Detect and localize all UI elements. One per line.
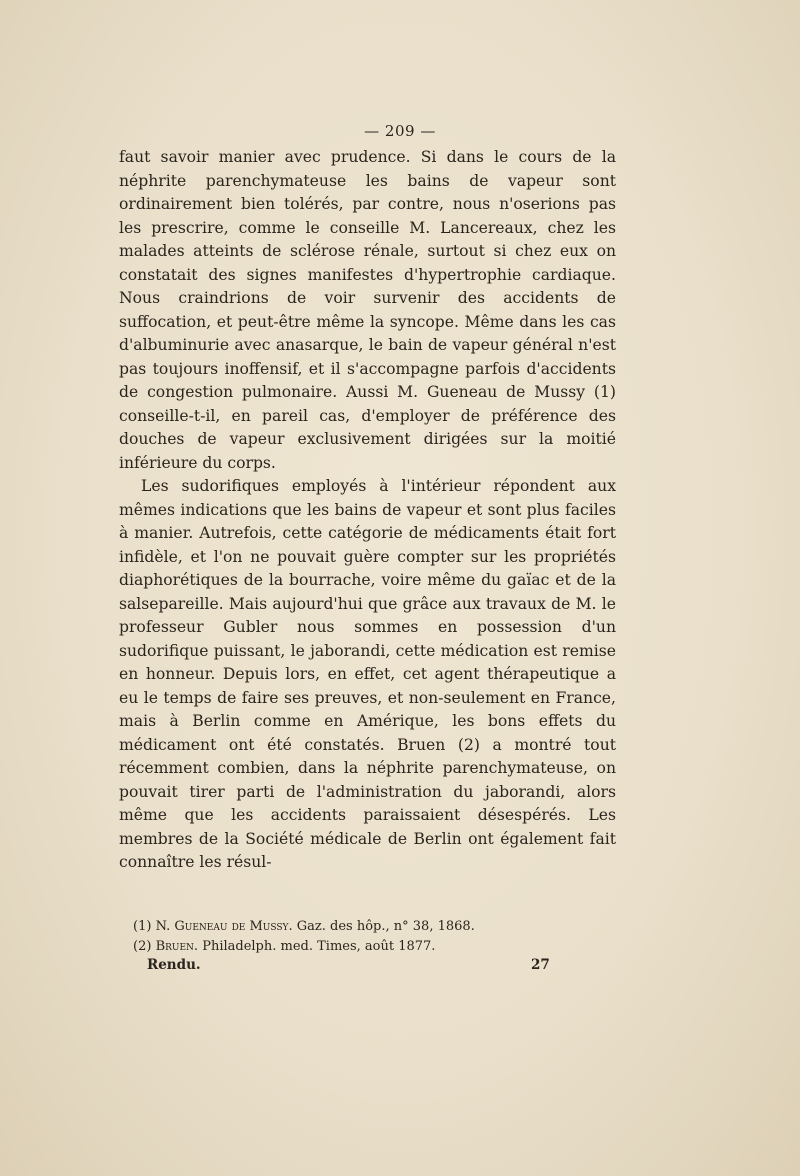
paragraph-1: faut savoir manier avec prudence. Si dans le cours de la néphrite parenchymateuse les bains de vapeur sont ordinairement bien tolérés, par contre, nous n'oserions pas les prescrire, comme le conseille M. Lancereaux, chez les malades atteints de sclérose rénale, surtout si chez eux on constatait des signes manifestes d'hypertrophie cardiaque. Nous craindrions de voir survenir des accidents de suffocation, et peut-être même la syncope. Même dans les cas d'albuminurie avec anasarque, le bain de vapeur général n'est pas toujours inoffensif, et il s'accompagne parfois d'accidents de congestion pulmonaire. Aussi M. Gueneau de Mussy (1) conseille-t-il, en pareil cas, d'employer de préférence des douches de vapeur exclusivement dirigées sur la moitié inférieure du corps.	[119, 148, 616, 472]
footnote-2	[133, 938, 435, 956]
footnote-marker: (1)	[133, 919, 152, 934]
paragraph-2: Les sudorifiques employés à l'intérieur répondent aux mêmes indications que les bains de vapeur et sont plus faciles à manier. Autrefois, cette catégorie de médicaments était fort infidèle, et l'on ne pouvait guère compter sur les propriétés diaphorétiques de la bourrache, voire même du gaïac et de la salsepareille. Mais aujourd'hui que grâce aux travaux de M. le professeur Gubler nous sommes en possession d'un sudorifique puissant, le jaborandi, cette médication est remise en honneur. Depuis lors, en effet, cet agent thérapeutique a eu le temps de faire ses preuves, et non-seulement en France, mais à Berlin comme en Amérique, les bons effets du médicament ont été constatés. Bruen (2) a montré tout récemment combien, dans la néphrite parenchymateuse, on pouvait tirer parti de l'administration du jaborandi, alors même que les accidents paraissaient désespérés. Les membres de la Société médicale de Berlin ont également fait connaître les résul-	[119, 477, 616, 871]
footnote-marker: (2)	[133, 939, 152, 954]
signature-sheet-number: 27	[531, 957, 550, 973]
footnote-1	[133, 918, 475, 936]
signature-name: Rendu.	[147, 957, 201, 973]
footnote-author: N. Gueneau de Mussy.	[155, 919, 293, 934]
footnote-author: Bruen.	[155, 939, 199, 954]
body-text	[119, 146, 616, 875]
footnote-reference: Gaz. des hôp., n° 38, 1868.	[296, 919, 475, 934]
page-number: — 209 —	[364, 122, 436, 140]
footnote-reference: Philadelph. med. Times, août 1877.	[202, 939, 436, 954]
